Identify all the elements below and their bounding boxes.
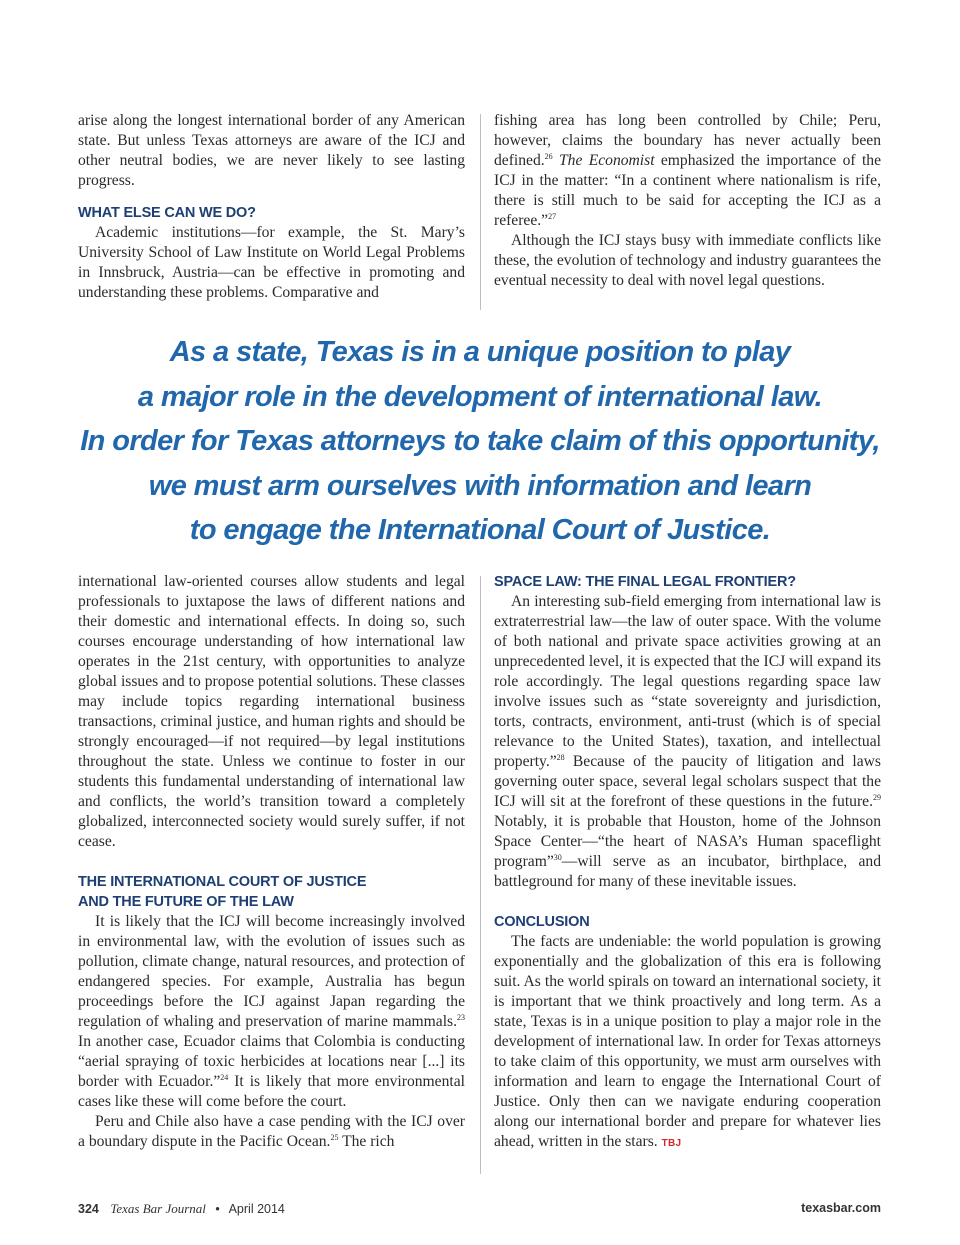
pull-quote-line: In order for Texas attorneys to take claim of this opportunity, [80,425,880,457]
publication-title: The Economist [559,152,655,169]
footnote-ref-28: 28 [556,752,565,762]
bottom-right-column [494,572,881,1154]
footer-left [78,1201,285,1217]
column-divider [480,114,481,310]
paragraph: international law-oriented courses allow students and legal professionals to juxtapose the laws of different nations and their domestic and international effects. In doing so, such courses encourage understanding of how international law operates in the 21st century, with opportunities to analyze global issues and to propose potential solutions. These classes may include topics regarding international business transactions, criminal justice, and human rights and should be strongly encouraged—if not required—by legal institutions throughout the state. Unless we continue to foster in our students this fundamental understanding of international law and conflicts, the world’s transition toward a completely globalized, interconnected society would surely suffer, if not cease. [78,573,465,850]
paragraph: Academic institutions—for example, the St. Mary’s University School of Law Institute on World Legal Problems in Innsbruck, Austria—can be effective in promoting and understanding these problems. Comparative and [78,224,465,301]
paragraph: It is likely that the ICJ will become increasingly involved in environmental law, with the evolution of issues such as pollution, climate change, natural resources, and protection of endangered species. For example, Australia has begun proceedings before the ICJ against Japan regarding the regulation of whaling and preservation of marine mammals.$^{23}$ In another case, Ecuador claims that Colombia is conducting “aerial spraying of toxic herbicides at locations near [...] its border with Ecuador.”$^{24}$ It is likely that more environmental cases like these will come before the court. [78,913,465,1110]
bottom-left-column [78,572,465,1152]
top-right-column [494,111,881,291]
paragraph: fishing area has long been controlled by Chile; Peru, however, claims the boundary has never actually been defined.$^{26}$ The Economist emphasized the importance of the ICJ in the matter: “In a continent where nationalism is rife, there is still much to be said for accepting the ICJ as a referee.”$^{27}$ [494,112,881,229]
paragraph: Although the ICJ stays busy with immediate conflicts like these, the evolution of technology and industry guarantees the eventual necessity to deal with novel legal questions. [494,232,881,289]
journal-name: Texas Bar Journal [110,1201,206,1216]
section-heading-what-else: WHAT ELSE CAN WE DO? [78,205,256,221]
footnote-ref-30: 30 [553,852,562,862]
section-heading-conclusion: CONCLUSION [494,914,590,930]
paragraph: An interesting sub-field emerging from international law is extraterrestrial law—the law of outer space. With the volume of both national and private space activities growing at an unprecedented level, it is expected that the ICJ will expand its role accordingly. The legal questions regarding space law involve issues such as “state sovereignty and jurisdiction, torts, contracts, environment, anti-trust (which is of special relevance to the United States), taxation, and intellectual property.”$^{28}$ Because of the paucity of litigation and laws governing outer space, several legal scholars suspect that the ICJ will sit at the forefront of these questions in the future.$^{29}$ Notably, it is probable that Houston, home of the Johnson Space Center—“the heart of NASA’s Human spaceflight program”$^{30}$—will serve as an incubator, birthplace, and battleground for many of these inevitable issues. [494,593,881,890]
top-left-column [78,111,465,303]
page-footer [78,1201,881,1221]
issue-date: April 2014 [228,1202,285,1216]
page-number: 324 [78,1202,99,1216]
section-heading-space-law: SPACE LAW: THE FINAL LEGAL FRONTIER? [494,574,796,590]
end-mark: TBJ [661,1138,682,1149]
column-divider [480,576,481,1174]
footnote-ref-26: 26 [544,151,553,161]
paragraph: The facts are undeniable: the world population is growing exponentially and the globalization of this era is following suit. As the world spirals on toward an international society, it is important that we think proactively and long term. As a state, Texas is in a unique position to play a major role in the development of international law. In order for Texas attorneys to take claim of this opportunity, we must arm ourselves with information and learn to engage the International Court of Justice. Only then can we navigate enduring cooperation along our international border and prepare for whatever lies ahead, written in the stars. TBJ [494,933,881,1150]
paragraph: Peru and Chile also have a case pending with the ICJ over a boundary dispute in the Pacific Ocean.$^{25}$ The rich [78,1113,465,1150]
pull-quote-line: As a state, Texas is in a unique position to play [169,336,791,368]
footnote-ref-29: 29 [873,792,881,802]
footnote-ref-24: 24 [220,1072,229,1082]
footer-bullet: • [215,1202,220,1216]
pull-quote-line: to engage the International Court of Justice. [189,514,771,546]
footnote-ref-23: 23 [457,1012,465,1022]
section-heading-icj-future: THE INTERNATIONAL COURT OF JUSTICE AND THE FUTURE OF THE LAW [78,874,367,910]
pull-quote-line: a major role in the development of international law. [137,380,823,413]
pull-quote-line: we must arm ourselves with information and learn [148,469,812,502]
footnote-ref-25: 25 [330,1132,339,1142]
pull-quote [40,330,920,553]
footnote-ref-27: 27 [548,211,557,221]
website-link[interactable]: texasbar.com [801,1201,881,1215]
paragraph: arise along the longest international border of any American state. But unless Texas attorneys are aware of the ICJ and other neutral bodies, we are never likely to see lasting progress. [78,112,465,189]
